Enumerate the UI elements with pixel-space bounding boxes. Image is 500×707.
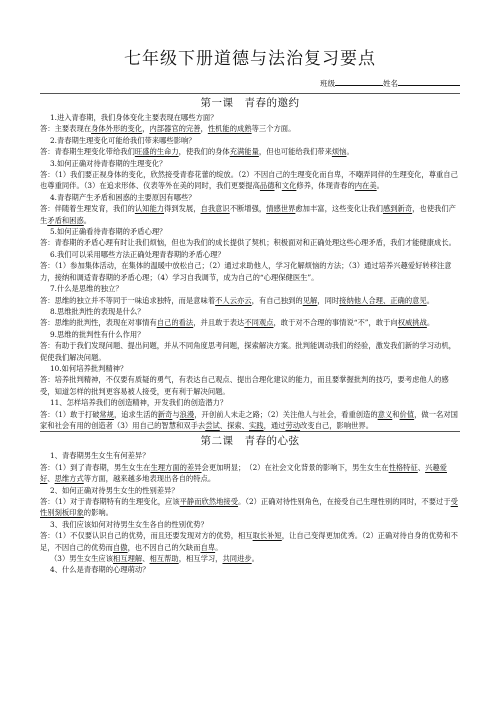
question-2-3: 3、我们应该如何对待男生女生各自的性别优势？ xyxy=(50,519,208,529)
class-label: 班级 xyxy=(320,79,335,88)
answer-2-1: 答：（1）到了青春期，男生女生在生理方面的差异会更加明显； （2）在社会文化背景的影响下，男生女生在性格特征、兴趣爱好、思维方式等方面，越来越多地表现出各自的特点。 xyxy=(40,462,447,484)
question-2-4: 4、什么是青春期的心理萌动？ xyxy=(50,565,150,575)
answer-1-4: 答：伴随着生理发育，我们的认知能力得到发展，自我意识不断增强，情感世界愈加丰富，这些变化让我们感到新奇，也使我们产生矛盾和困惑。 xyxy=(40,204,456,225)
answer-1-1: 答：主要表现在身体外形的变化，内部器官的完善，性机能的成熟等三个方面。 xyxy=(40,124,296,134)
answer-1-5: 答：青春期的矛盾心理有时让我们烦恼，但也为我们的成长提供了契机；积极面对和正确处理这些心理矛盾，我们才能健康成长。 xyxy=(40,238,456,248)
lesson2-rule xyxy=(40,431,460,432)
answer-1-11: 答：（1）敢于打破常规，追求生活的新奇与浪漫，开创前人未走之路；（2）关注他人与社会，看重创造的意义和价值，做一名对国家和社会有用的创造者（3）用自己的智慧和双手去尝试、探索、实践，通过劳动改变自己，影响世界。 xyxy=(40,409,458,430)
answer-2-3: 答：（1）不仅要认识自己的优势，而且还要发现对方的优势，相互取长补短，让自己变得更加优秀。（2）正确对待自身的优势和不足，不因自己的优势而自傲，也不因自己的欠缺而自卑。 xyxy=(40,531,458,552)
class-blank xyxy=(335,76,383,86)
answer-1-6: 答：（1）参加集体活动，在集体的温暖中放松自己；（2）通过求助他人，学习化解烦恼的方法；（3）通过培养兴趣爱好转移注意力，接纳和调适青春期的矛盾心理；（4）学习自我调节，成为自己的“心理保健医生”。 xyxy=(40,261,452,282)
document-title: 七年级下册道德与法治复习要点 xyxy=(124,49,376,69)
question-2-1: 1、青春期男生女生有何差异？ xyxy=(50,451,150,461)
question-1-9: 9.思维的批判性有什么作用？ xyxy=(50,329,145,339)
name-label: 姓名 xyxy=(383,79,398,88)
question-1-8: 8.思维批判性的表现是什么？ xyxy=(50,306,145,316)
lesson1-heading: 第一课 青春的邀约 xyxy=(200,97,300,109)
question-1-2: 2.青春期生理变化可能给我们带来哪些影响？ xyxy=(50,135,196,145)
class-name-line xyxy=(40,76,460,89)
answer-1-2: 答：青春期生理变化带给我们旺盛的生命力，使我们的身体充满能量，但也可能给我们带来烦恼。 xyxy=(40,147,354,157)
answer-1-10: 答：培养批判精神，不仅要有质疑的勇气，有表达自己观点、提出合理化建议的能力，而且要掌握批判的技巧，要考虑他人的感受，知道怎样的批判更容易被人接受，更有利于解决问题。 xyxy=(40,375,449,396)
question-2-2: 2、如何正确对待男生女生的性别差异？ xyxy=(50,485,179,495)
question-1-6: 6.我们可以采用哪些方法正确处理青春期的矛盾心理？ xyxy=(50,249,225,259)
question-1-10: 10.如何培养批判精神？ xyxy=(50,363,128,373)
question-1-5: 5.如何正确看待青春期的矛盾心理？ xyxy=(50,227,167,237)
answer-1-8: 答：思维的批判性，表现在对事情有自己的看法，并且敢于表达不同观点，敢于对不合理的事情说“不”，敢于向权威挑战。 xyxy=(40,318,435,328)
question-1-1: 1.进入青春期，我们身体变化主要表现在哪些方面？ xyxy=(50,113,218,122)
question-1-7: 7.什么是思维的独立？ xyxy=(50,284,123,294)
name-blank xyxy=(398,76,460,86)
answer-1-7: 答：思维的独立并不等同于一味追求独特，而是意味着不人云亦云，有自己独到的见解，同时接纳他人合理、正确的意见。 xyxy=(40,295,435,305)
question-1-4: 4.青春期产生矛盾和困惑的主要原因有哪些？ xyxy=(50,192,196,202)
answer-2-2: 答：（1）对于青春期特有的生理变化，应该平静而欣然地接受。（2）正确对待性别角色，在接受自己生理性别的同时，不要过于受性别刻板印象的影响。 xyxy=(40,497,458,518)
answer-1-3: 答：（1）我们要正视身体的变化，欣然接受青春花蕾的绽放。（2）不因自己的生理变化而自卑，不嘲弄同伴的生理变化，尊重自己也尊重同伴。（3）在追求形体、仪表等外在美的同时，我们更要提高品德和文化修养，体现青春的内在美。 xyxy=(40,170,458,191)
answer-2-3-part3: （3）男生女生应该相互理解、相互帮助，相互学习，共同进步。 xyxy=(50,554,259,564)
lesson2-heading: 第二课 青春的心弦 xyxy=(200,435,300,448)
lesson1-rule xyxy=(40,93,460,94)
question-1-3: 3.如何正确对待青春期的生理变化？ xyxy=(50,158,167,168)
question-1-11: 11、怎样培养我们的创造精神，开发我们的创造潜力？ xyxy=(50,398,228,408)
answer-1-9: 答：有助于我们发现问题、提出问题，并从不同角度思考问题，探索解决方案。批判能调动我们的经验，激发我们新的学习动机，促使我们解决问题。 xyxy=(40,341,456,362)
